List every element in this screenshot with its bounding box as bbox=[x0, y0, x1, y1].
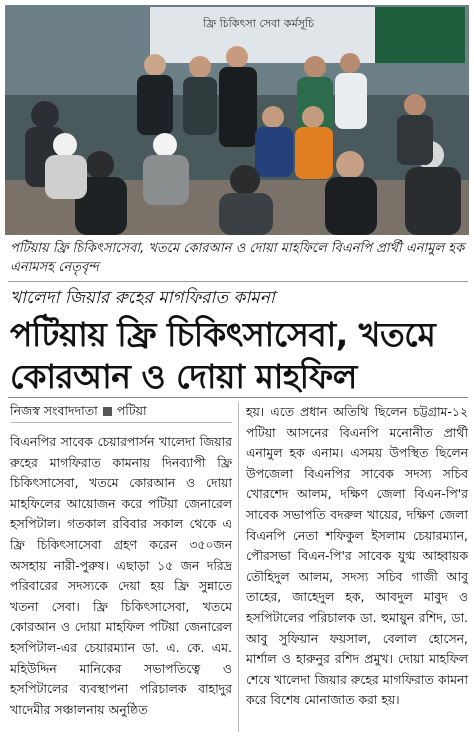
banner-text: ফ্রি চিকিৎসা সেবা কর্মসূচি bbox=[203, 17, 315, 30]
square-bullet-icon bbox=[103, 407, 112, 416]
event-photo bbox=[5, 5, 469, 235]
article-column-right bbox=[246, 402, 468, 711]
byline-author: নিজস্ব সংবাদদাতা bbox=[10, 403, 98, 418]
divider bbox=[8, 397, 468, 398]
photo-illustration bbox=[5, 5, 469, 235]
byline bbox=[10, 402, 232, 420]
byline-divider bbox=[10, 422, 232, 423]
article-body-right: হয়। এতে প্রধান অতিথি ছিলেন চট্টগ্রাম-১২ পটিয়া আসনের বিএনপি মনোনীত প্রার্থী এনামুল হক এনাম। এসময় উপস্থিত ছিলেন উপজেলা বিএনপির সাবেক সদস্য সচিব খোরশেদ আলম, দক্ষিণ জেলা বিএন-পি'র সাবেক সভাপতি বদরুল খায়ের, দক্ষিণ জেলা বিএনপি নেতা শফিকুল ইসলাম চেয়ারম্যান, পৌরসভা বিএন-পি'র সাবেক যুগ্ম আহ্বায়ক তৌহিদুল আলম, সদস্য সচিব গাজী আবু তাহের, জাহেদুল হক, আবদুল মাবুদ ও হসপিটালের পরিচালক ডা. হুমায়ুন রশিদ, ডা. আবু সুফিয়ান ফয়সাল, বেলাল হোসেন, মার্শাল ও হারুনুর রশিদ প্রমুখ। দোয়া মাহফিল শেষে খালেদা জিয়ার রুহের মাগফিরাত কামনা করে বিশেষ মোনাজাত করা হয়। bbox=[246, 404, 468, 708]
article-column-left bbox=[10, 402, 232, 720]
column-divider bbox=[238, 402, 239, 732]
divider bbox=[8, 281, 468, 282]
article-body-left: বিএনপির সাবেক চেয়ারপার্সন খালেদা জিয়ার রুহের মাগফিরাত কামনায় দিনব্যাপী ফ্রি চিকিৎসাসেবা, খতমে কোরআন ও দোয়া মাহফিলের আয়োজন করে পটিয়া জেনারেল হসপিটাল। গতকাল রবিবার সকাল থেকে এ ফ্রি চিকিৎসাসেবা গ্রহণ করেন ৩৫০জন অসহায় নারী-পুরুষ। এছাড়া ১৫ জন দরিদ্র পরিবারের সদস্যকে দেয়া হয় ফ্রি সুন্নাতে খতনা সেবা। ফ্রি চিকিৎসাসেবা, খতমে কোরআন ও দোয়া মাহফিল পটিয়া জেনারেল হসপিটাল-এর চেয়ারম্যান ডা. এ. কে. এম. মহিউদ্দিন মানিকের সভাপতিত্বে ও হসপিটালের ব্যবস্থাপনা পরিচালক বাহাদুর খাদেমীর সঞ্চালনায় অনুষ্ঠিত bbox=[10, 434, 232, 717]
byline-place: পটিয়া bbox=[116, 403, 147, 418]
photo-caption: পটিয়ায় ফ্রি চিকিৎসাসেবা, খতমে কোরআন ও দোয়া মাহফিলে বিএনপি প্রার্থী এনামুল হক এনামসহ নেতৃবৃন্দ bbox=[10, 241, 465, 275]
headline: পটিয়ায় ফ্রি চিকিৎসাসেবা, খতমে কোরআন ও দোয়া মাহফিল bbox=[10, 315, 436, 396]
kicker: খালেদা জিয়ার রুহের মাগফিরাত কামনা bbox=[10, 288, 275, 308]
